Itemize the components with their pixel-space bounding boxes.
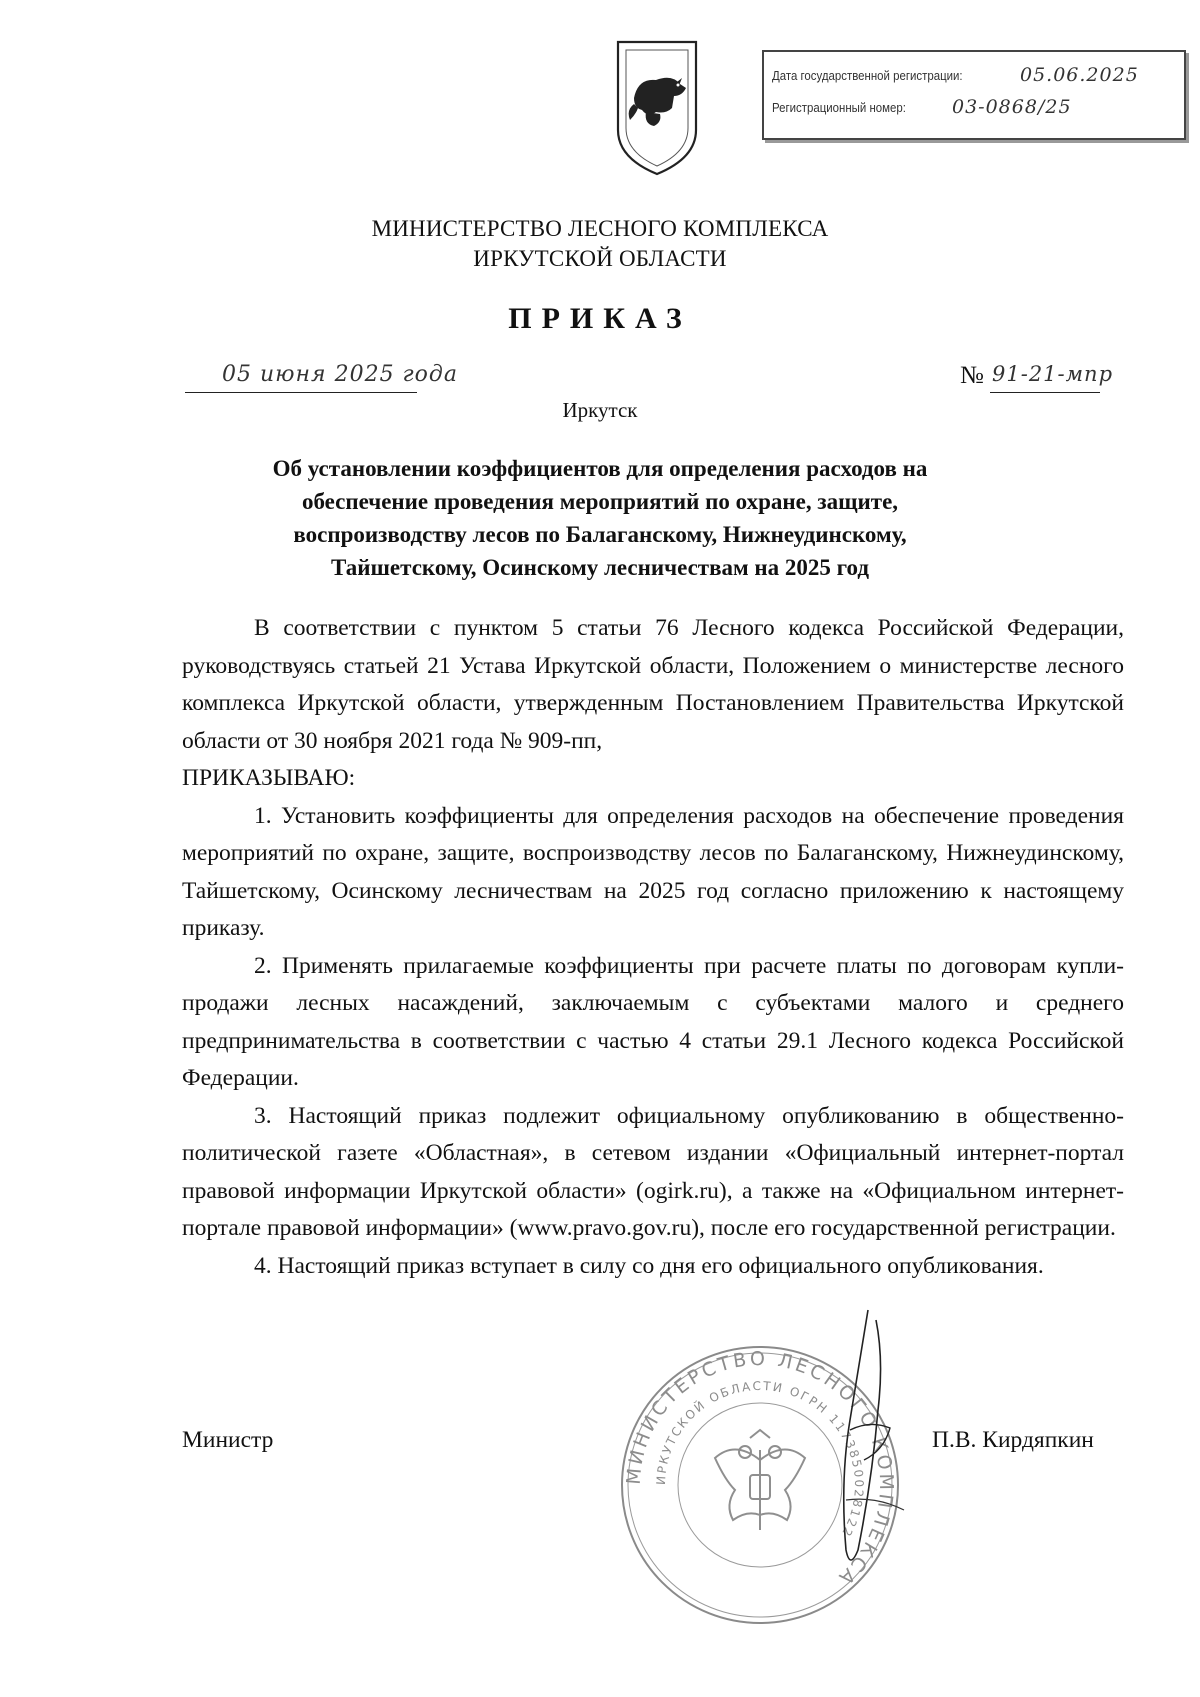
ministry-name bbox=[0, 214, 1200, 274]
order-item-1: 1. Установить коэффициенты для определения расходов на обеспечение проведения мероприятий по охране, защите, воспроизводству лесов по Балаганскому, Нижнеудинскому, Тайшетскому, Осинскому лесничествам на 2025 год согласно приложению к настоящему приказу. bbox=[182, 802, 1124, 941]
order-item-4: 4. Настоящий приказ вступает в силу со дня его официального опубликования. bbox=[254, 1252, 1044, 1279]
ministry-name-line2: ИРКУТСКОЙ ОБЛАСТИ bbox=[473, 246, 727, 271]
order-word: ПРИКАЗЫВАЮ: bbox=[182, 765, 356, 791]
order-item-3: 3. Настоящий приказ подлежит официальному опубликованию в общественно-политической газете «Областная», в сетевом издании «Официальный интернет-портал правовой информации Иркутской области» (ogirk.ru), а также на «Официальном интернет-портале правовой информации» (www.pravo.gov.ru), после его государственной регистрации. bbox=[182, 1102, 1124, 1241]
preamble-paragraph: В соответствии с пунктом 5 статьи 76 Лесного кодекса Российской Федерации, руководствуясь статьей 21 Устава Иркутской области, Положением о министерстве лесного комплекса Иркутской области, утвержденным Постановлением Правительства Иркутской области от 30 ноября 2021 года № 909-пп, bbox=[182, 615, 1124, 754]
signatory-position: Министр bbox=[182, 1427, 274, 1453]
order-title-line: Об установлении коэффициентов для определения расходов на bbox=[272, 456, 928, 481]
registration-number-label: Регистрационный номер: bbox=[772, 100, 906, 115]
registration-stamp bbox=[762, 50, 1186, 140]
order-date: 05 июня 2025 года bbox=[222, 362, 458, 387]
registration-date-row bbox=[772, 64, 1139, 86]
signatory-name: П.В. Кирдяпкин bbox=[932, 1427, 1094, 1453]
registration-date-value: 05.06.2025 bbox=[1020, 64, 1139, 86]
order-title-line: Тайшетскому, Осинскому лесничествам на 2025 год bbox=[330, 555, 870, 580]
ministry-name-line1: МИНИСТЕРСТВО ЛЕСНОГО КОМПЛЕКСА bbox=[371, 216, 829, 241]
order-item-2: 2. Применять прилагаемые коэффициенты при расчете платы по договорам купли-продажи лесных насаждений, заключаемым с субъектами малого и среднего предпринимательства в соответствии с частью 4 статьи 29.1 Лесного кодекса Российской Федерации. bbox=[182, 952, 1124, 1091]
order-body bbox=[182, 610, 1124, 1285]
coat-of-arms-icon bbox=[612, 38, 702, 178]
seal-inner-text: ИРКУТСКОЙ ОБЛАСТИ ОГРН 1173850028122 bbox=[653, 1378, 867, 1541]
order-title bbox=[200, 452, 1000, 584]
registration-number-row bbox=[772, 96, 1072, 118]
order-title-line: воспроизводству лесов по Балаганскому, Нижнеудинскому, bbox=[293, 522, 907, 547]
handwritten-signature bbox=[780, 1300, 940, 1580]
registration-number-value: 03-0868/25 bbox=[952, 96, 1072, 118]
city-name: Иркутск bbox=[562, 398, 638, 422]
document-type: ПРИКАЗ bbox=[508, 302, 692, 335]
order-number: 91-21-мпр bbox=[992, 362, 1114, 386]
order-title-line: обеспечение проведения мероприятий по охране, защите, bbox=[301, 489, 899, 514]
number-underline bbox=[990, 392, 1100, 393]
seal-outer-text: МИНИСТЕРСТВО ЛЕСНОГО КОМПЛЕКСА bbox=[622, 1347, 898, 1591]
number-sign: № bbox=[960, 362, 984, 389]
registration-date-label: Дата государственной регистрации: bbox=[772, 68, 963, 83]
date-underline bbox=[185, 392, 417, 393]
